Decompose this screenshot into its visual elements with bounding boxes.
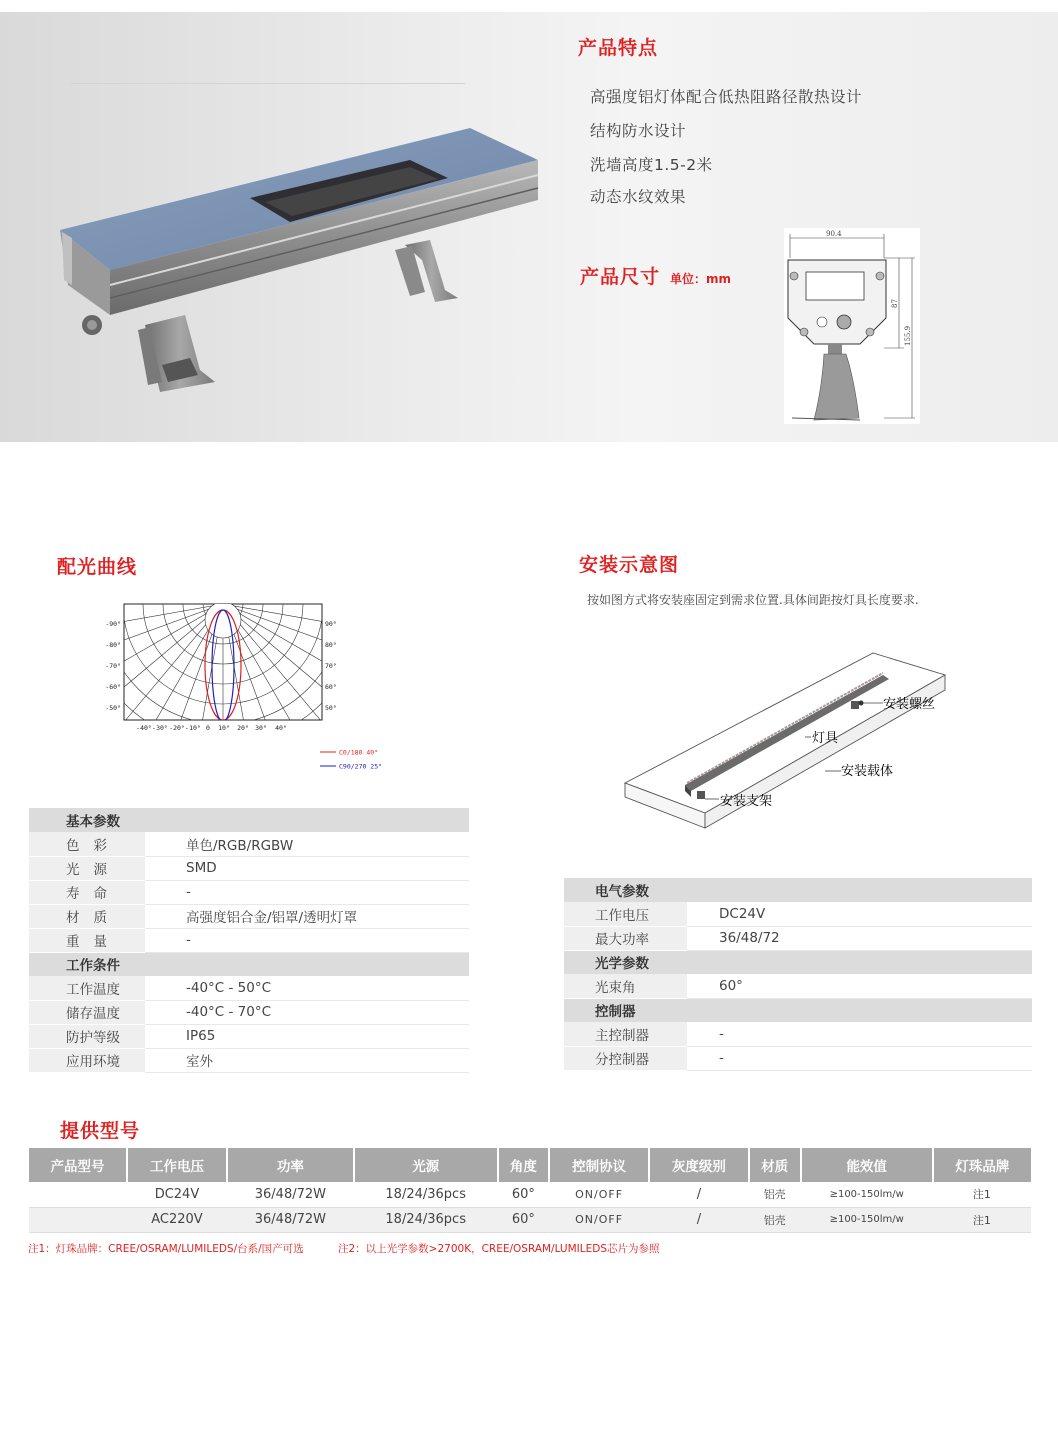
- table-row: [29, 904, 469, 928]
- table-row: [29, 1000, 469, 1024]
- dim-height-2: 155.9: [904, 325, 912, 346]
- cell-power: 36/48/72W: [227, 1182, 354, 1207]
- dimensions-unit: 单位：mm: [670, 272, 732, 286]
- table-row: [29, 928, 469, 952]
- legend-label: C0/180 40°: [339, 748, 379, 757]
- table-row: [29, 1207, 1031, 1232]
- param-value: 36/48/72: [687, 926, 1032, 950]
- table-row: [29, 1048, 469, 1072]
- tick-label-left: -60°: [105, 683, 121, 691]
- table-row: [564, 1022, 1032, 1046]
- tick-label-bottom: 30°: [255, 724, 267, 732]
- col-header-protocol: 控制协议: [549, 1148, 649, 1182]
- param-key: 材质: [29, 904, 145, 928]
- install-label-screw: 安装螺丝: [883, 697, 936, 712]
- param-key: 色彩: [29, 832, 145, 856]
- section-title: 工作条件: [29, 952, 469, 976]
- dim-width: 90.4: [826, 230, 842, 238]
- grid-center: [205, 602, 241, 638]
- table-row: [29, 976, 469, 1000]
- col-header-power: 功率: [227, 1148, 354, 1182]
- install-label-carrier: 安装载体: [841, 764, 894, 779]
- note-1: 注1：灯珠品牌：CREE/OSRAM/LUMILEDS/台系/国产可选: [28, 1243, 304, 1255]
- col-header-source: 光源: [354, 1148, 498, 1182]
- cell-brand: 注1: [933, 1182, 1031, 1207]
- param-value: -: [687, 1046, 1032, 1070]
- feature-item-2: 结构防水设计: [590, 122, 687, 140]
- param-value: IP65: [145, 1024, 469, 1048]
- table-row: [29, 832, 469, 856]
- tick-label-left: -70°: [105, 662, 121, 670]
- section-header: [564, 998, 1032, 1022]
- cell-material: 铝壳: [749, 1207, 801, 1232]
- param-value: 单色/RGB/RGBW: [145, 832, 469, 856]
- cell-brand: 注1: [933, 1207, 1031, 1232]
- param-value: -: [687, 1022, 1032, 1046]
- cell-efficacy: ≥100-150lm/w: [801, 1182, 933, 1207]
- tick-label-left: -90°: [105, 620, 121, 628]
- col-header-angle: 角度: [498, 1148, 550, 1182]
- param-value: -40°C - 70°C: [145, 1000, 469, 1024]
- table-row: [564, 974, 1032, 998]
- cell-protocol: ON/OFF: [549, 1207, 649, 1232]
- note-2: 注2：以上光学参数>2700K，CREE/OSRAM/LUMILEDS芯片为参照: [338, 1243, 660, 1255]
- hero-divider: [70, 83, 465, 84]
- dimension-drawing: [784, 228, 920, 424]
- feature-item-1: 高强度铝灯体配合低热阻路径散热设计: [590, 88, 863, 106]
- dimensions-title-text: 产品尺寸: [580, 266, 661, 288]
- install-label-lamp: 灯具: [812, 731, 839, 746]
- feature-item-3: 洗墙高度1.5-2米: [590, 156, 713, 174]
- table-row: [29, 880, 469, 904]
- cell-protocol: ON/OFF: [549, 1182, 649, 1207]
- dimensions-title: [580, 262, 731, 289]
- cell-grayscale: /: [649, 1182, 749, 1207]
- cell-efficacy: ≥100-150lm/w: [801, 1207, 933, 1232]
- col-header-material: 材质: [749, 1148, 801, 1182]
- cell-voltage: AC220V: [127, 1207, 227, 1232]
- tick-label-bottom: 20°: [237, 724, 249, 732]
- param-value: 高强度铝合金/铝罩/透明灯罩: [145, 904, 469, 928]
- models-header-row: [29, 1148, 1031, 1182]
- light-distribution-chart: [100, 598, 400, 778]
- param-key: 防护等级: [29, 1024, 145, 1048]
- tick-label-left: -80°: [105, 641, 121, 649]
- tick-label-right: 50°: [325, 704, 337, 712]
- tick-label-bottom: -40°: [136, 724, 152, 732]
- param-value: -: [145, 928, 469, 952]
- section-title: 控制器: [564, 998, 1032, 1022]
- features-title: 产品特点: [578, 37, 659, 59]
- section-header: [564, 950, 1032, 974]
- param-value: -: [145, 880, 469, 904]
- param-key: 光源: [29, 856, 145, 880]
- section-header: [29, 952, 469, 976]
- table-row: [564, 902, 1032, 926]
- param-value: -40°C - 50°C: [145, 976, 469, 1000]
- tick-label-bottom: -10°: [185, 724, 201, 732]
- param-key: 主控制器: [564, 1022, 687, 1046]
- param-key: 分控制器: [564, 1046, 687, 1070]
- param-value: 60°: [687, 974, 1032, 998]
- feature-item-4: 动态水纹效果: [590, 188, 687, 206]
- table-row: [29, 1024, 469, 1048]
- tick-label-bottom: 0: [206, 724, 210, 732]
- electrical-params-table: [564, 878, 1032, 1071]
- cell-angle: 60°: [498, 1207, 550, 1232]
- param-key: 工作温度: [29, 976, 145, 1000]
- table-row: [564, 1046, 1032, 1070]
- models-title: 提供型号: [60, 1120, 141, 1142]
- section-header: [564, 878, 1032, 902]
- col-header-efficacy: 能效值: [801, 1148, 933, 1182]
- tick-label-left: -50°: [105, 704, 121, 712]
- tick-label-right: 90°: [325, 620, 337, 628]
- param-key: 工作电压: [564, 902, 687, 926]
- param-value: 室外: [145, 1048, 469, 1072]
- models-table: [29, 1148, 1031, 1233]
- section-title: 光学参数: [564, 950, 1032, 974]
- cell-source: 18/24/36pcs: [354, 1207, 498, 1232]
- table-row: [29, 1182, 1031, 1207]
- cell-source: 18/24/36pcs: [354, 1182, 498, 1207]
- tick-label-bottom: -20°: [169, 724, 185, 732]
- col-header-model: 产品型号: [29, 1148, 127, 1182]
- legend-label: C90/270 25°: [339, 762, 383, 771]
- col-header-voltage: 工作电压: [127, 1148, 227, 1182]
- param-key: 应用环境: [29, 1048, 145, 1072]
- tick-label-bottom: 40°: [275, 724, 287, 732]
- tick-label-right: 80°: [325, 641, 337, 649]
- section-title: 电气参数: [564, 878, 1032, 902]
- tick-label-right: 70°: [325, 662, 337, 670]
- basic-params-table: [29, 808, 469, 1073]
- col-header-grayscale: 灰度级别: [649, 1148, 749, 1182]
- cell-power: 36/48/72W: [227, 1207, 354, 1232]
- param-key: 光束角: [564, 974, 687, 998]
- param-key: 最大功率: [564, 926, 687, 950]
- tick-label-bottom: 10°: [218, 724, 230, 732]
- cell-model: [29, 1182, 127, 1207]
- param-key: 寿命: [29, 880, 145, 904]
- install-desc: 按如图方式将安装座固定到需求位置.具体间距按灯具长度要求.: [587, 593, 919, 607]
- cell-voltage: DC24V: [127, 1182, 227, 1207]
- tick-label-bottom: -30°: [152, 724, 168, 732]
- col-header-brand: 灯珠品牌: [933, 1148, 1031, 1182]
- cell-grayscale: /: [649, 1207, 749, 1232]
- install-title: 安装示意图: [579, 554, 680, 576]
- table-row: [29, 856, 469, 880]
- product-image: [50, 120, 550, 410]
- light-curve-title: 配光曲线: [57, 556, 138, 578]
- cell-model: [29, 1207, 127, 1232]
- table-row: [564, 926, 1032, 950]
- install-diagram: [615, 645, 955, 840]
- param-key: 重量: [29, 928, 145, 952]
- param-key: 储存温度: [29, 1000, 145, 1024]
- dim-height-1: 87: [891, 299, 899, 308]
- cell-material: 铝壳: [749, 1182, 801, 1207]
- section-title: 基本参数: [29, 808, 469, 832]
- install-label-bracket: 安装支架: [720, 794, 773, 809]
- section-header: [29, 808, 469, 832]
- param-value: DC24V: [687, 902, 1032, 926]
- cell-angle: 60°: [498, 1182, 550, 1207]
- param-value: SMD: [145, 856, 469, 880]
- tick-label-right: 60°: [325, 683, 337, 691]
